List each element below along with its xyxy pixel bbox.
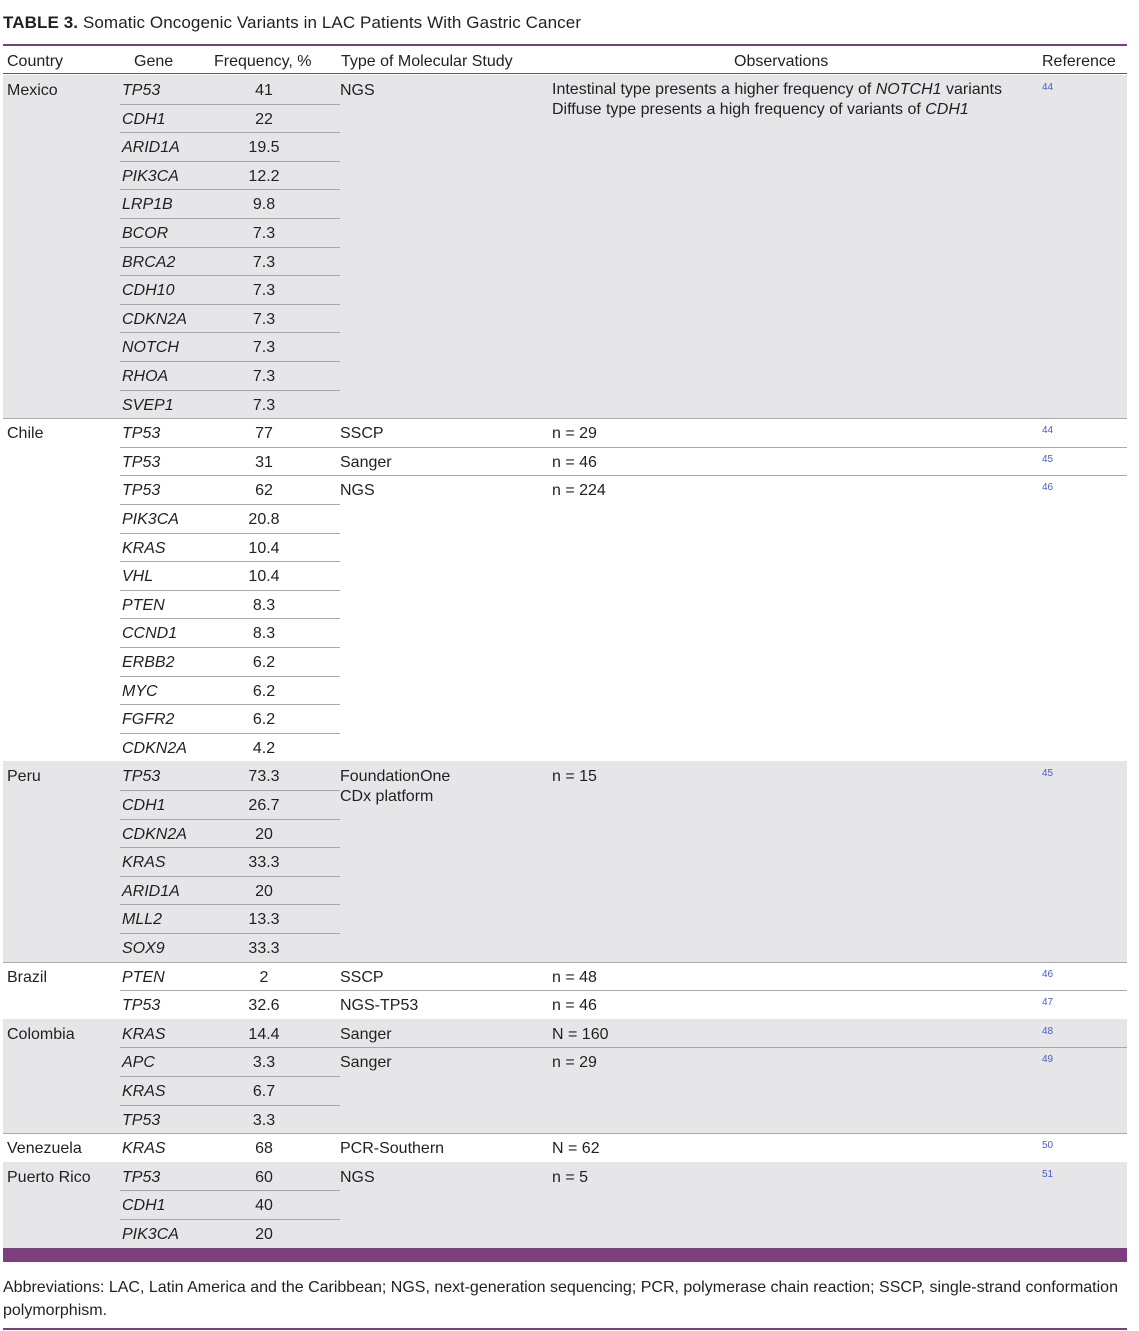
row-rule xyxy=(120,876,340,877)
frequency-cell: 7.3 xyxy=(252,339,276,357)
observation-cell: n = 46 xyxy=(552,453,597,471)
gene-cell: TP53 xyxy=(122,1168,161,1186)
frequency-cell: 33.3 xyxy=(248,854,280,872)
frequency-cell: 8.3 xyxy=(252,625,276,643)
observation-text xyxy=(552,100,969,120)
observation-cell: n = 46 xyxy=(552,997,597,1015)
gene-cell: TP53 xyxy=(122,1111,161,1129)
study-cell: NGS xyxy=(340,1168,375,1186)
frequency-cell: 10.4 xyxy=(248,539,280,557)
gene-cell: SVEP1 xyxy=(122,396,174,414)
row-rule xyxy=(120,704,340,705)
observation-cell: n = 48 xyxy=(552,968,597,986)
col-header-reference: Reference xyxy=(1042,53,1116,70)
row-rule xyxy=(120,247,340,248)
frequency-cell: 73.3 xyxy=(248,768,280,786)
country-cell: Peru xyxy=(7,768,41,786)
col-header-study: Type of Molecular Study xyxy=(341,53,513,70)
row-rule xyxy=(120,904,340,905)
row-rule xyxy=(120,933,340,934)
study-cell: Sanger xyxy=(340,453,392,471)
table-title xyxy=(3,13,581,33)
observation-cell: n = 5 xyxy=(552,1168,589,1186)
col-header-gene: Gene xyxy=(134,53,174,70)
gene-cell: ARID1A xyxy=(122,882,180,900)
study-cell: PCR-Southern xyxy=(340,1140,445,1158)
gene-cell: BRCA2 xyxy=(122,253,176,271)
row-rule-wide xyxy=(340,990,1127,991)
frequency-cell: 68 xyxy=(255,1140,273,1158)
reference-link: 45 xyxy=(1042,768,1054,780)
gene-cell: KRAS xyxy=(122,1025,166,1043)
country-cell: Puerto Rico xyxy=(7,1168,91,1186)
reference-link: 50 xyxy=(1042,1140,1054,1152)
frequency-cell: 6.2 xyxy=(252,682,276,700)
frequency-cell: 19.5 xyxy=(248,139,280,157)
row-rule xyxy=(120,189,340,190)
row-rule xyxy=(120,390,340,391)
row-rule xyxy=(120,618,340,619)
gene-cell: VHL xyxy=(122,568,154,586)
study-cell: NGS xyxy=(340,482,375,500)
frequency-cell: 3.3 xyxy=(252,1111,276,1129)
row-rule xyxy=(120,1047,340,1048)
observation-cell: n = 29 xyxy=(552,1054,597,1072)
observation-cell: n = 29 xyxy=(552,425,597,443)
top-rule xyxy=(3,44,1127,46)
gene-cell: CDH1 xyxy=(122,797,166,814)
study-cell: SSCP xyxy=(340,968,384,986)
row-rule xyxy=(120,1076,340,1077)
gene-cell: BCOR xyxy=(122,225,169,242)
gene-cell: TP53 xyxy=(122,482,161,500)
frequency-cell: 7.3 xyxy=(252,396,276,414)
gene-cell: KRAS xyxy=(122,539,166,557)
row-rule-wide xyxy=(340,1047,1127,1048)
observation-cell: n = 15 xyxy=(552,768,597,786)
row-rule xyxy=(120,304,340,305)
frequency-cell: 7.3 xyxy=(252,253,276,271)
country-cell: Mexico xyxy=(7,82,58,99)
frequency-cell: 31 xyxy=(255,453,273,471)
frequency-cell: 62 xyxy=(255,482,273,500)
row-rule xyxy=(120,475,340,476)
reference-link: 47 xyxy=(1042,997,1054,1009)
row-rule xyxy=(120,504,340,505)
gene-cell: CCND1 xyxy=(122,625,178,643)
study-cell: Sanger xyxy=(340,1025,392,1043)
gene-cell: RHOA xyxy=(122,368,169,385)
gene-cell: NOTCH xyxy=(122,339,179,357)
observation-gene: NOTCH1 xyxy=(875,81,942,98)
frequency-cell: 6.2 xyxy=(252,654,276,671)
frequency-cell: 14.4 xyxy=(248,1025,280,1043)
reference-link: 46 xyxy=(1042,482,1054,494)
col-header-frequency: Frequency, % xyxy=(214,53,312,70)
row-rule xyxy=(120,161,340,162)
frequency-cell: 13.3 xyxy=(248,911,280,929)
row-rule xyxy=(120,676,340,677)
frequency-cell: 7.3 xyxy=(252,225,276,242)
reference-link: 51 xyxy=(1042,1168,1054,1180)
frequency-cell: 20.8 xyxy=(248,511,280,528)
gene-cell: KRAS xyxy=(122,854,166,872)
row-rule xyxy=(120,790,340,791)
row-rule xyxy=(120,132,340,133)
country-cell: Chile xyxy=(7,425,44,443)
observation-gene: CDH1 xyxy=(925,101,969,118)
row-rule xyxy=(120,590,340,591)
row-rule xyxy=(120,447,340,448)
row-rule xyxy=(120,561,340,562)
row-rule xyxy=(120,361,340,362)
gene-cell: PTEN xyxy=(122,968,165,986)
table-title-text: Somatic Oncogenic Variants in LAC Patients With Gastric Cancer xyxy=(82,13,582,32)
gene-cell: TP53 xyxy=(122,453,161,471)
frequency-cell: 4.2 xyxy=(252,739,276,757)
gene-cell: PIK3CA xyxy=(122,167,179,185)
frequency-cell: 9.8 xyxy=(252,196,276,214)
frequency-cell: 32.6 xyxy=(248,997,280,1015)
frequency-cell: 20 xyxy=(255,825,273,843)
frequency-cell: 40 xyxy=(255,1197,273,1215)
observation-cell: n = 224 xyxy=(552,482,606,500)
frequency-cell: 6.2 xyxy=(252,711,276,729)
country-cell: Colombia xyxy=(7,1025,75,1043)
observation-text-part: variants xyxy=(941,81,1002,98)
reference-link: 48 xyxy=(1042,1025,1054,1037)
frequency-cell: 22 xyxy=(255,110,273,128)
study-cell: NGS-TP53 xyxy=(340,997,419,1015)
country-cell: Venezuela xyxy=(7,1140,82,1158)
row-rule xyxy=(120,819,340,820)
frequency-cell: 7.3 xyxy=(252,368,276,385)
header-rule xyxy=(3,73,1127,74)
study-cell-line2: CDx platform xyxy=(340,788,434,806)
row-rule xyxy=(120,647,340,648)
frequency-cell: 8.3 xyxy=(252,596,276,614)
frequency-cell: 20 xyxy=(255,1226,273,1243)
gene-cell: CDKN2A xyxy=(122,825,187,843)
frequency-cell: 2 xyxy=(259,968,269,986)
country-cell: Brazil xyxy=(7,968,48,986)
table-footnote: Abbreviations: LAC, Latin America and the Caribbean; NGS, next-generation sequencing; PCR, polymerase chain reaction; SSCP, single-strand conformation polymorphism. xyxy=(3,1279,1118,1319)
frequency-cell: 12.2 xyxy=(248,167,280,185)
observation-text-part: Intestinal type presents a higher frequency of xyxy=(552,81,876,98)
gene-cell: PIK3CA xyxy=(122,511,179,528)
gene-cell: FGFR2 xyxy=(122,711,175,729)
row-rule xyxy=(120,733,340,734)
frequency-cell: 77 xyxy=(255,425,273,443)
gene-cell: MLL2 xyxy=(122,911,163,929)
frequency-cell: 60 xyxy=(255,1168,273,1186)
gene-cell: APC xyxy=(122,1054,155,1072)
observation-cell: N = 160 xyxy=(552,1025,609,1043)
row-rule xyxy=(120,533,340,534)
gene-cell: MYC xyxy=(122,682,158,700)
table-label: TABLE 3. xyxy=(3,13,79,32)
frequency-cell: 10.4 xyxy=(248,568,280,586)
gene-cell: CDKN2A xyxy=(122,739,187,757)
row-rule xyxy=(120,218,340,219)
row-rule xyxy=(120,847,340,848)
row-rule xyxy=(120,104,340,105)
row-rule xyxy=(120,1105,340,1106)
reference-link: 45 xyxy=(1042,453,1054,465)
footnote-rule xyxy=(3,1328,1127,1330)
frequency-cell: 41 xyxy=(255,82,273,99)
frequency-cell: 7.3 xyxy=(252,310,276,328)
gene-cell: TP53 xyxy=(122,768,161,786)
col-header-observations: Observations xyxy=(734,53,829,70)
row-rule xyxy=(120,1190,340,1191)
frequency-cell: 26.7 xyxy=(248,797,280,814)
frequency-cell: 33.3 xyxy=(248,940,280,957)
reference-link: 44 xyxy=(1042,425,1054,437)
gene-cell: SOX9 xyxy=(122,940,165,957)
gene-cell: ERBB2 xyxy=(122,654,175,671)
frequency-cell: 20 xyxy=(255,882,273,900)
table-bottom-bar xyxy=(3,1248,1127,1262)
row-rule-wide xyxy=(340,447,1127,448)
gene-cell: LRP1B xyxy=(122,196,173,214)
gene-cell: TP53 xyxy=(122,997,161,1015)
row-rule xyxy=(120,990,340,991)
gene-cell: KRAS xyxy=(122,1083,166,1100)
reference-link: 44 xyxy=(1042,82,1054,93)
gene-cell: PIK3CA xyxy=(122,1226,179,1243)
gene-cell: CDH10 xyxy=(122,282,175,300)
reference-link: 49 xyxy=(1042,1054,1054,1066)
gene-cell: ARID1A xyxy=(122,139,180,157)
study-cell: Sanger xyxy=(340,1054,392,1072)
frequency-cell: 6.7 xyxy=(252,1083,276,1100)
col-header-country: Country xyxy=(7,53,64,70)
gene-cell: TP53 xyxy=(122,425,161,443)
gene-cell: TP53 xyxy=(122,82,161,99)
reference-link: 46 xyxy=(1042,968,1054,980)
row-rule-wide xyxy=(340,475,1127,476)
row-rule xyxy=(120,1219,340,1220)
gene-cell: CDH1 xyxy=(122,110,166,128)
observation-text-part: Diffuse type presents a high frequency of variants of xyxy=(552,101,926,118)
study-cell: NGS xyxy=(340,82,375,99)
row-rule xyxy=(120,275,340,276)
row-rule xyxy=(120,332,340,333)
gene-cell: PTEN xyxy=(122,596,165,614)
study-cell: FoundationOne xyxy=(340,768,451,786)
gene-cell: KRAS xyxy=(122,1140,166,1158)
frequency-cell: 3.3 xyxy=(252,1054,276,1072)
table-group xyxy=(3,761,1127,961)
study-cell: SSCP xyxy=(340,425,384,443)
gene-cell: CDH1 xyxy=(122,1197,166,1215)
frequency-cell: 7.3 xyxy=(252,282,276,300)
observation-cell: N = 62 xyxy=(552,1140,600,1158)
observation-text xyxy=(552,80,1002,100)
gene-cell: CDKN2A xyxy=(122,310,187,328)
